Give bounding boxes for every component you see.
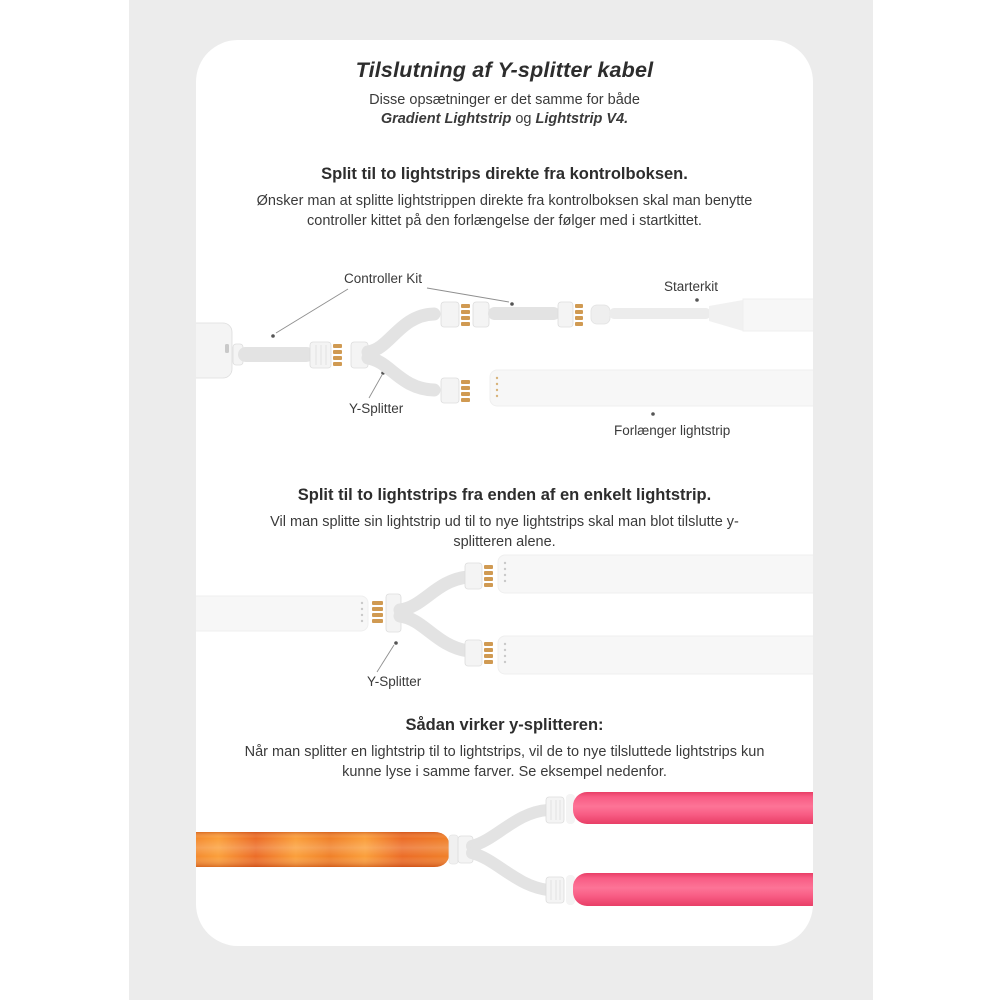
- leader-line: [276, 289, 348, 333]
- connector-block: [473, 302, 489, 327]
- connector-block: [546, 797, 564, 823]
- label-y-splitter-1: Y-Splitter: [349, 401, 404, 416]
- extension-cable: [488, 307, 560, 320]
- connector-pins: [484, 642, 493, 664]
- starterkit-cable-flare: [709, 300, 743, 331]
- label-forlaenger-lightstrip: Forlænger lightstrip: [614, 423, 731, 438]
- marker-dot: [271, 334, 275, 338]
- forlaenger-lightstrip: [490, 370, 813, 406]
- section-2-heading: Split til to lightstrips fra enden af en enkelt lightstrip.: [297, 486, 712, 504]
- pink-lightstrip-bottom: [573, 873, 813, 906]
- connector-pins: [484, 565, 493, 587]
- section-2-body: Vil man splitte sin lightstrip ud til to nye lightstrips skal man blot tilslutte y-splitteren alene.: [270, 514, 739, 550]
- section-3-heading: Sådan virker y-splitteren:: [405, 716, 604, 734]
- label-y-splitter-2: Y-Splitter: [367, 674, 422, 689]
- controller-kit-cable: [238, 347, 314, 362]
- section-1-body: Ønsker man at splitte lightstrippen direkte fra kontrolboksen skal man benytte controller kittet på den forlængelse der følger med i startkittet.: [256, 193, 753, 229]
- connector-pins: [575, 304, 583, 326]
- section-3-body: Når man splitter en lightstrip til to lightstrips, vil de to nye tilsluttede lightstrips kun kunne lyse i samme farver. Se eksempel nedenfor.: [244, 744, 765, 780]
- connector-pins: [461, 380, 470, 402]
- connector-block: [546, 877, 564, 903]
- diagram-split-from-strip-end: [196, 550, 813, 700]
- label-starterkit: Starterkit: [664, 279, 719, 294]
- y-splitter-upper-arm: [472, 810, 548, 846]
- leader-line: [369, 375, 382, 398]
- connector-block: [441, 302, 459, 327]
- section-1-heading: Split til to lightstrips direkte fra kontrolboksen.: [321, 165, 688, 183]
- new-lightstrip-bottom: [498, 636, 813, 674]
- new-lightstrip-top: [498, 555, 813, 593]
- connector-pins: [461, 304, 470, 326]
- marker-dot: [695, 298, 699, 302]
- subtitle-line1: Disse opsætninger er det samme for både: [369, 92, 640, 108]
- y-splitter-upper-arm: [368, 314, 434, 352]
- marker-dot: [510, 302, 514, 306]
- instruction-card: [196, 40, 813, 946]
- orange-lightstrip-shading: [196, 832, 450, 867]
- y-splitter-lower-arm: [400, 616, 468, 651]
- page-title: Tilslutning af Y-splitter kabel: [355, 58, 654, 82]
- pink-lightstrip-top: [573, 792, 813, 824]
- connector-pins: [372, 601, 383, 623]
- subtitle-conjunction: og: [515, 111, 532, 127]
- label-controller-kit: Controller Kit: [344, 271, 423, 286]
- connector-pins: [333, 344, 342, 366]
- y-splitter-upper-arm: [400, 577, 468, 610]
- brand-lightstrip-v4: Lightstrip V4.: [535, 111, 629, 127]
- starterkit-plug: [591, 305, 610, 324]
- connector-block: [465, 563, 482, 589]
- marker-dot: [651, 412, 655, 416]
- strip-end-cap: [449, 835, 458, 864]
- control-box-slot: [225, 344, 229, 353]
- starterkit-lightstrip: [743, 299, 813, 331]
- leader-line: [377, 645, 394, 672]
- y-splitter-lower-arm: [472, 853, 548, 890]
- page-subtitle: [196, 91, 813, 129]
- connector-block: [558, 302, 573, 327]
- connector-block: [465, 640, 482, 666]
- connector-block: [441, 378, 459, 403]
- source-lightstrip: [196, 596, 368, 631]
- leader-line: [427, 288, 509, 302]
- brand-gradient-lightstrip: Gradient Lightstrip: [380, 111, 512, 127]
- marker-dot: [394, 641, 398, 645]
- diagram-color-example: [196, 780, 813, 946]
- starterkit-cable: [609, 308, 711, 319]
- y-splitter-lower-arm: [368, 358, 434, 390]
